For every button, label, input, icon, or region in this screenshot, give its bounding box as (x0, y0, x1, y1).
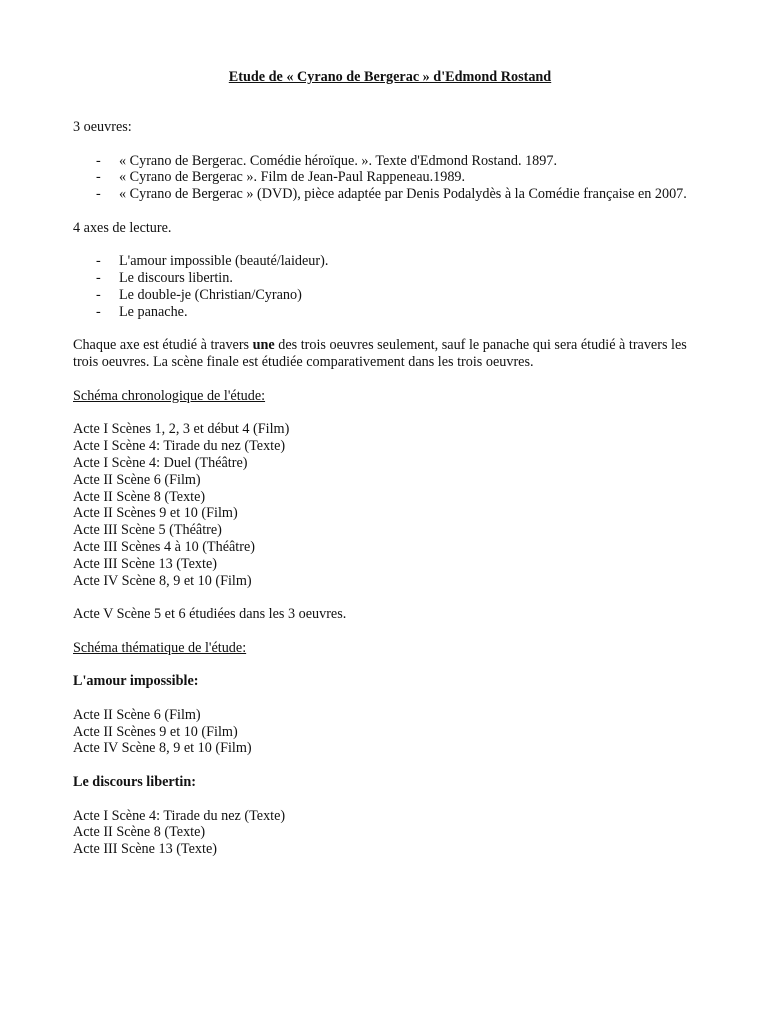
chrono-line: Acte IV Scène 8, 9 et 10 (Film) (73, 572, 252, 589)
list-item (73, 304, 693, 321)
dash-bullet: - (96, 186, 101, 203)
dash-bullet: - (96, 169, 101, 186)
chrono-final-line: Acte V Scène 5 et 6 étudiées dans les 3 oeuvres. (73, 606, 347, 623)
spacer (73, 405, 693, 422)
section-line: Acte II Scène 8 (Texte) (73, 824, 206, 841)
section-line: Acte II Scènes 9 et 10 (Film) (73, 723, 238, 740)
section-title: L'amour impossible: (73, 673, 199, 690)
dash-bullet: - (96, 270, 101, 287)
dash-bullet: - (96, 286, 101, 303)
document-page (73, 69, 693, 858)
intro-paragraph (73, 337, 693, 371)
chrono-line: Acte III Scène 13 (Texte) (73, 555, 217, 572)
spacer (73, 321, 693, 338)
list-item (73, 287, 693, 304)
spacer (73, 86, 693, 119)
spacer (73, 203, 693, 220)
list-item (73, 186, 693, 203)
chrono-line: Acte II Scènes 9 et 10 (Film) (73, 505, 238, 522)
oeuvres-heading: 3 oeuvres: (73, 119, 132, 135)
paragraph-emphasis: une (252, 337, 275, 354)
list-item-text: « Cyrano de Bergerac. Comédie héroïque. ». Texte d'Edmond Rostand. 1897. (119, 152, 557, 169)
axes-heading: 4 axes de lecture. (73, 219, 172, 236)
dash-bullet: - (96, 253, 101, 270)
list-item-text: Le discours libertin. (119, 270, 233, 287)
list-item (73, 253, 693, 270)
oeuvres-list (73, 153, 693, 203)
section-line: Acte I Scène 4: Tirade du nez (Texte) (73, 807, 286, 824)
chrono-heading: Schéma chronologique de l'étude: (73, 387, 266, 404)
chrono-line: Acte III Scène 5 (Théâtre) (73, 522, 222, 539)
dash-bullet: - (96, 303, 101, 320)
section-line: Acte II Scène 6 (Film) (73, 706, 201, 723)
chrono-line: Acte II Scène 8 (Texte) (73, 488, 206, 505)
chrono-line: Acte I Scène 4: Duel (Théâtre) (73, 454, 248, 471)
chrono-line: Acte III Scènes 4 à 10 (Théâtre) (73, 538, 255, 555)
list-item (73, 153, 693, 170)
chrono-line: Acte II Scène 6 (Film) (73, 471, 201, 488)
section-line: Acte IV Scène 8, 9 et 10 (Film) (73, 740, 252, 757)
paragraph-text: des trois oeuvres seulement, sauf le panache qui sera étudié à travers les trois oeuvres. La scène finale est étudiée comparativement dans les trois oeuvres. (73, 337, 687, 371)
list-item (73, 169, 693, 186)
spacer (73, 371, 693, 388)
list-item-text: Le panache. (119, 303, 188, 320)
section-title: Le discours libertin: (73, 774, 196, 791)
list-item (73, 270, 693, 287)
list-item-text: « Cyrano de Bergerac ». Film de Jean-Paul Rappeneau.1989. (119, 169, 466, 186)
list-item-text: Le double-je (Christian/Cyrano) (119, 286, 302, 303)
spacer (73, 623, 693, 640)
spacer (73, 690, 693, 707)
spacer (73, 136, 693, 153)
section-line: Acte III Scène 13 (Texte) (73, 841, 217, 858)
spacer (73, 237, 693, 254)
document-title: Etude de « Cyrano de Bergerac » d'Edmond Rostand (228, 69, 552, 85)
list-item-text: L'amour impossible (beauté/laideur). (119, 253, 329, 270)
paragraph-text: Chaque axe est étudié à travers (73, 337, 253, 354)
axes-list (73, 253, 693, 320)
dash-bullet: - (96, 152, 101, 169)
spacer (73, 757, 693, 774)
chrono-line: Acte I Scène 4: Tirade du nez (Texte) (73, 438, 286, 455)
chrono-line: Acte I Scènes 1, 2, 3 et début 4 (Film) (73, 421, 290, 438)
list-item-text: « Cyrano de Bergerac » (DVD), pièce adaptée par Denis Podalydès à la Comédie française en 2007. (119, 186, 687, 203)
spacer (73, 589, 693, 606)
spacer (73, 791, 693, 808)
thematic-heading: Schéma thématique de l'étude: (73, 639, 247, 656)
spacer (73, 657, 693, 674)
